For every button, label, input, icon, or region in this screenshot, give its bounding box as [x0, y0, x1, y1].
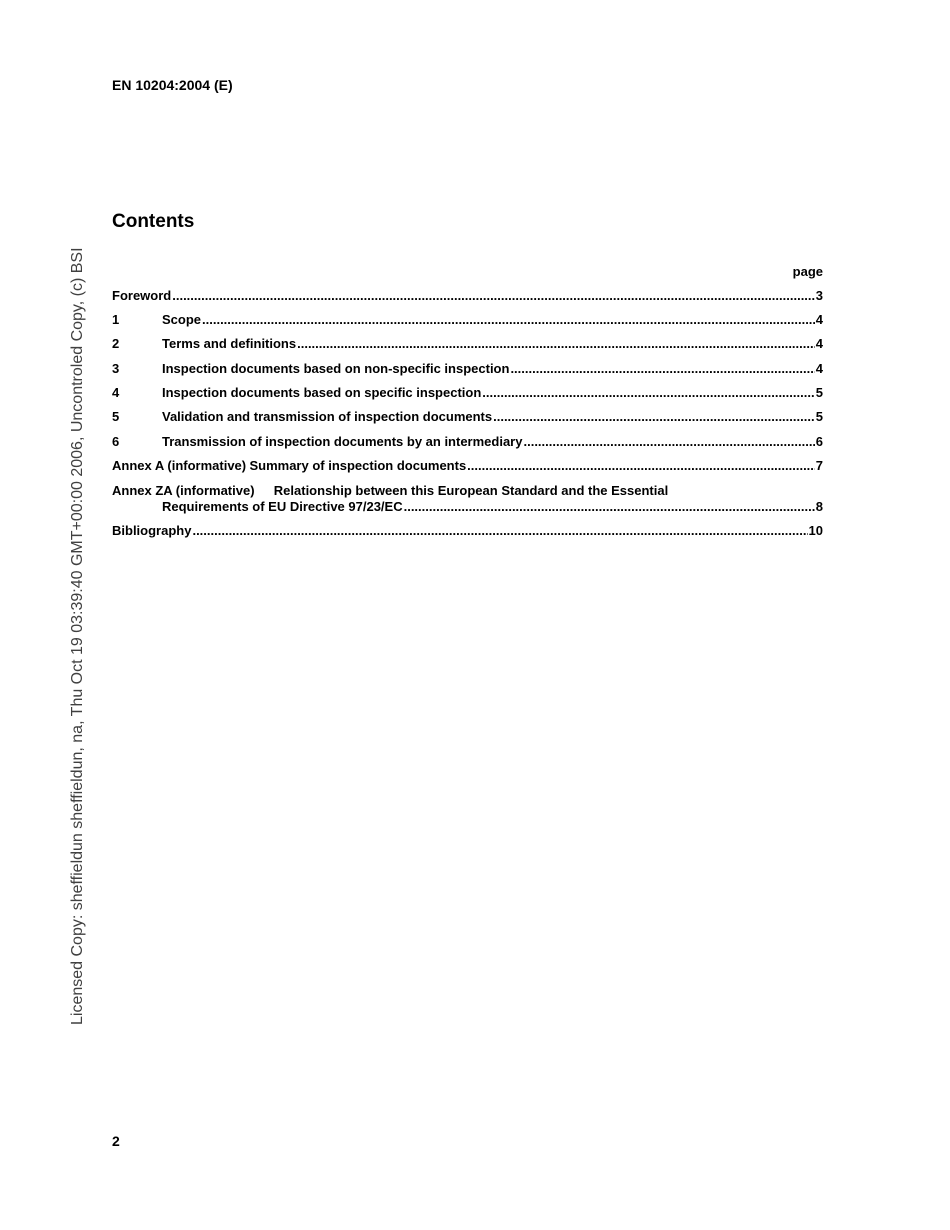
toc-entry-terms-and-definitions[interactable]	[112, 336, 823, 353]
toc-entry-validation-and-transmission[interactable]	[112, 409, 823, 426]
toc-entry-title: Relationship between this European Standard and the Essential	[273, 483, 669, 498]
document-id: EN 10204:2004 (E)	[112, 77, 233, 93]
toc-dot-leader	[297, 336, 815, 351]
toc-entry-title: Summary of inspection documents	[249, 458, 467, 473]
toc-entry-number: 6	[112, 434, 120, 449]
toc-entry-page: 8	[815, 499, 823, 514]
toc-dot-leader	[510, 361, 814, 376]
toc-entry-non-specific-inspection[interactable]	[112, 361, 823, 378]
toc-dot-leader	[493, 409, 815, 424]
toc-entry-page: 5	[815, 385, 823, 400]
toc-entry-page: 7	[815, 458, 823, 473]
license-watermark: Licensed Copy: sheffieldun sheffieldun, na, Thu Oct 19 03:39:40 GMT+00:00 2006, Uncontroled Copy, (c) BSI	[69, 247, 86, 1025]
toc-entry-page: 4	[815, 336, 823, 351]
toc-entry-title: Inspection documents based on specific inspection	[162, 385, 482, 400]
page-number: 2	[112, 1133, 120, 1149]
toc-entry-annex-za-continuation[interactable]	[162, 499, 823, 516]
toc-entry-title: Inspection documents based on non-specific inspection	[162, 361, 510, 376]
toc-dot-leader	[172, 288, 815, 303]
toc-entry-title: Bibliography	[112, 523, 192, 538]
toc-entry-annex-za[interactable]	[112, 483, 823, 500]
toc-entry-foreword[interactable]	[112, 288, 823, 305]
toc-entry-title: Transmission of inspection documents by an intermediary	[162, 434, 523, 449]
toc-entry-page: 4	[815, 361, 823, 376]
toc-entry-scope[interactable]	[112, 312, 823, 329]
contents-heading: Contents	[112, 211, 195, 232]
toc-dot-leader	[523, 434, 814, 449]
toc-entry-specific-inspection[interactable]	[112, 385, 823, 402]
toc-entry-number: Annex ZA (informative)	[112, 483, 255, 498]
toc-dot-leader	[202, 312, 815, 327]
toc-entry-page: 10	[808, 523, 823, 538]
toc-entry-number: 1	[112, 312, 120, 327]
toc-entry-number: 2	[112, 336, 120, 351]
toc-entry-number: 3	[112, 361, 120, 376]
toc-dot-leader	[404, 499, 815, 514]
toc-entry-number: 5	[112, 409, 120, 424]
toc-entry-transmission-by-intermediary[interactable]	[112, 434, 823, 451]
toc-entry-title: Foreword	[112, 288, 172, 303]
toc-entry-page: 5	[815, 409, 823, 424]
toc-entry-annex-a[interactable]	[112, 458, 823, 475]
toc-entry-number: 4	[112, 385, 120, 400]
toc-entry-title: Terms and definitions	[162, 336, 297, 351]
toc-dot-leader	[482, 385, 814, 400]
toc-dot-leader	[192, 523, 807, 538]
toc-entry-page: 3	[815, 288, 823, 303]
toc-entry-title: Validation and transmission of inspection documents	[162, 409, 493, 424]
toc-entry-number: Annex A (informative)	[112, 458, 247, 473]
toc-entry-page: 6	[815, 434, 823, 449]
toc-entry-bibliography[interactable]	[112, 523, 823, 540]
toc-entry-title: Scope	[162, 312, 202, 327]
toc-dot-leader	[467, 458, 815, 473]
page-column-label: page	[792, 264, 823, 279]
toc-entry-title-continuation: Requirements of EU Directive 97/23/EC	[162, 499, 403, 514]
toc-entry-page: 4	[815, 312, 823, 327]
